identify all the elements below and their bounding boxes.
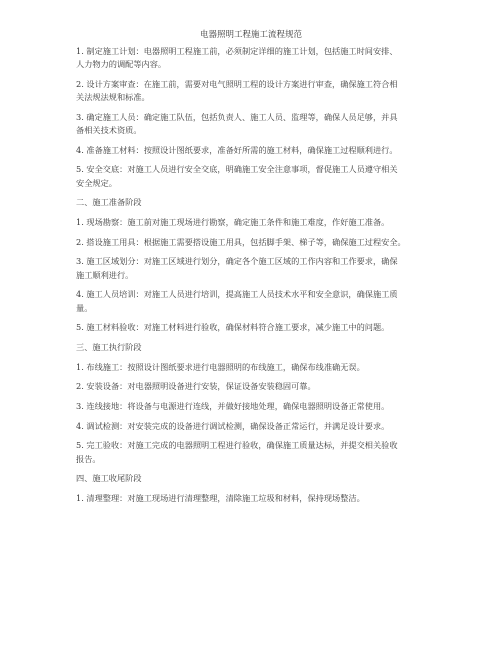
paragraph: 3. 施工区域划分：对施工区域进行划分，确定各个施工区域的工作内容和工作要求，确保 施工顺利进行。 [76, 256, 398, 280]
paragraph: 4. 准备施工材料：按照设计图纸要求，准备好所需的施工材料，确保施工过程顺利进行。 [76, 144, 398, 155]
paragraph: 3. 连线接地：将设备与电源进行连线，并做好接地处理，确保电器照明设备正常使用。 [76, 401, 390, 412]
paragraph: 5. 安全交底：对施工人员进行安全交底，明确施工安全注意事项，督促施工人员遵守相关 安全规定。 [76, 164, 398, 188]
document-body [76, 45, 432, 512]
document-title: 电器照明工程施工流程规范 [199, 30, 302, 40]
paragraph: 1. 现场勘察：施工前对施工现场进行勘察，确定施工条件和施工难度，作好施工准备。 [76, 217, 390, 228]
paragraph: 1. 布线施工：按照设计图纸要求进行电器照明的布线施工，确保布线准确无误。 [76, 361, 365, 372]
paragraph: 2. 设计方案审查：在施工前，需要对电气照明工程的设计方案进行审查，确保施工符合相 关法规法规和标准。 [76, 78, 398, 103]
section-heading: 四、施工收尾阶段 [76, 473, 142, 484]
section-heading: 二、施工准备阶段 [76, 197, 142, 208]
paragraph: 2. 搭设施工用具：根据施工需要搭设施工用具，包括脚手架、梯子等，确保施工过程安全。 [76, 236, 406, 247]
paragraph: 4. 施工人员培训：对施工人员进行培训，提高施工人员技术水平和安全意识，确保施工质 量。 [76, 289, 398, 313]
paragraph: 2. 安装设备：对电器照明设备进行安装，保证设备安装稳固可靠。 [76, 381, 316, 392]
paragraph: 1. 清理整理：对施工现场进行清理整理，清除施工垃圾和材料，保持现场整洁。 [76, 493, 365, 504]
paragraph: 1. 制定施工计划：电器照明工程施工前，必须制定详细的施工计划，包括施工时间安排、 人力物力的调配等内容。 [76, 46, 398, 70]
section-heading: 三、施工执行阶段 [76, 341, 142, 352]
paragraph: 5. 施工材料验收：对施工材料进行验收，确保材料符合施工要求，减少施工中的问题。 [76, 322, 390, 333]
paragraph: 4. 调试检测：对安装完成的设备进行调试检测，确保设备正常运行，并满足设计要求。 [76, 420, 390, 431]
paragraph: 5. 完工验收：对施工完成的电器照明工程进行验收，确保施工质量达标，并提交相关验收 报告。 [76, 440, 398, 464]
paragraph: 3. 确定施工人员：确定施工队伍，包括负责人、施工人员、监理等，确保人员足够，并具 备相关技术资质。 [76, 111, 398, 136]
